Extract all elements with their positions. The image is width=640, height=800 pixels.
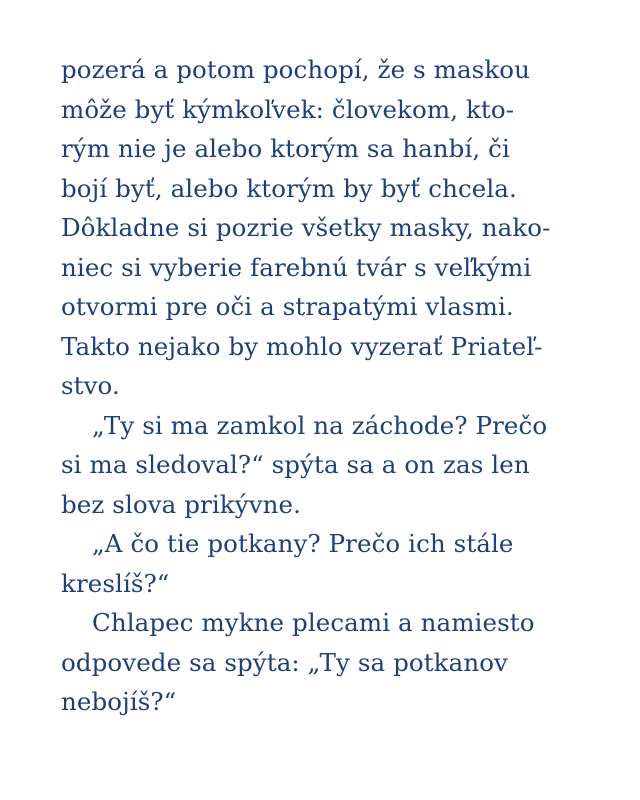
text-line: „Ty si ma zamkol na záchode? Prečo: [92, 410, 548, 440]
text-line: otvormi pre oči a strapatými vlasmi.: [61, 292, 514, 321]
text-line: rým nie je alebo ktorým sa hanbí, či: [61, 134, 510, 163]
text-line: „A čo tie potkany? Prečo ich stále: [92, 529, 514, 558]
text-line: niec si vyberie farebnú tvár s veľkými: [61, 252, 532, 282]
text-line: kreslíš?“: [61, 568, 170, 598]
text-line: Chlapec mykne plecami a namiesto: [92, 608, 535, 637]
text-line: môže byť kýmkoľvek: človekom, kto-: [61, 94, 515, 124]
text-line: bez slova prikývne.: [61, 489, 301, 519]
text-line: bojí byť, alebo ktorým by byť chcela.: [61, 173, 517, 203]
body-text: [61, 50, 581, 722]
text-line: odpovede sa spýta: „Ty sa potkanov: [61, 647, 508, 677]
text-line: stvo.: [61, 371, 120, 400]
text-line: si ma sledoval?“ spýta sa a on zas len: [61, 450, 530, 479]
text-line: Dôkladne si pozrie všetky masky, nako-: [61, 213, 551, 242]
text-line: pozerá a potom pochopí, že s maskou: [61, 55, 531, 84]
text-line: nebojíš?“: [61, 687, 177, 716]
text-line: Takto nejako by mohlo vyzerať Priateľ-: [61, 331, 543, 361]
